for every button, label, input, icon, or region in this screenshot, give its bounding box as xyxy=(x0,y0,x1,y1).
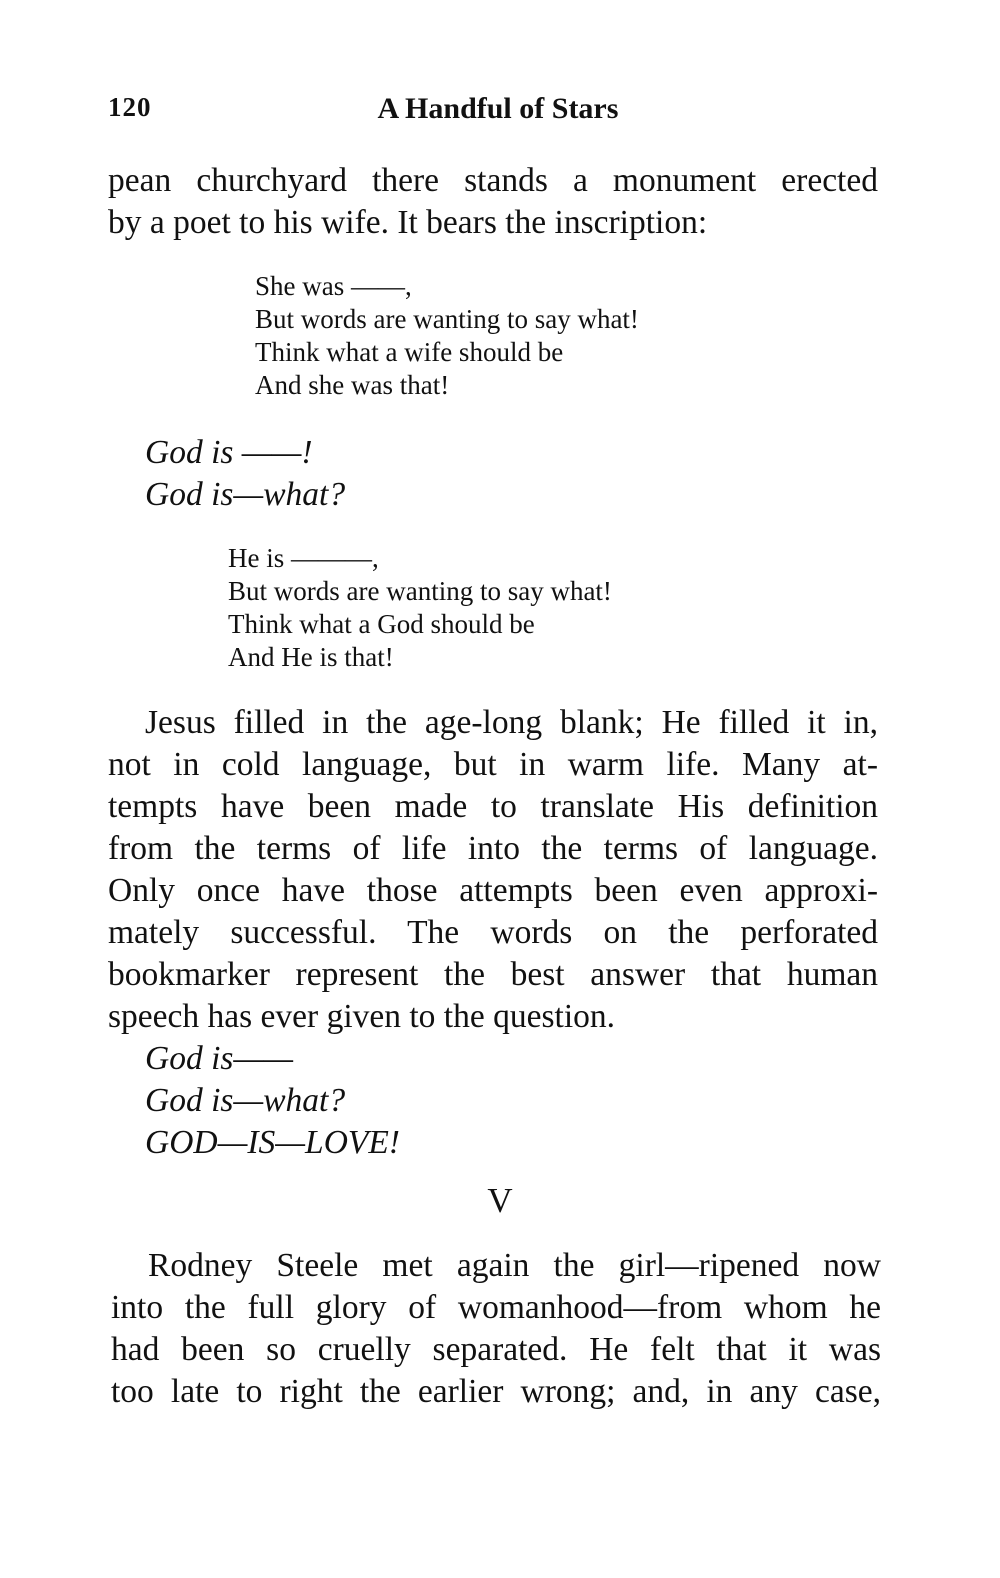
italic-line: God is—— xyxy=(145,1040,293,1077)
paragraph-line: Jesus filled in the age-long blank; He filled it in, xyxy=(145,704,878,741)
paragraph-line: mately successful. The words on the perforated xyxy=(108,914,878,951)
verse-line: And she was that! xyxy=(255,370,450,400)
italic-line: God is—what? xyxy=(145,476,346,513)
verse-line: But words are wanting to say what! xyxy=(255,304,639,334)
paragraph-line: Only once have those attempts been even approxi- xyxy=(108,872,878,909)
paragraph-line: by a poet to his wife. It bears the inscription: xyxy=(108,204,708,241)
paragraph-line: not in cold language, but in warm life. Many at- xyxy=(108,746,878,783)
italic-line: GOD—IS—LOVE! xyxy=(145,1124,400,1161)
paragraph-line: speech has ever given to the question. xyxy=(108,998,615,1035)
paragraph-line: tempts have been made to translate His definition xyxy=(108,788,878,825)
verse-line: And He is that! xyxy=(228,642,394,672)
italic-line: God is ——! xyxy=(145,434,313,471)
paragraph-line: into the full glory of womanhood—from whom he xyxy=(111,1289,881,1326)
running-title: A Handful of Stars xyxy=(377,92,619,125)
page-header xyxy=(108,92,888,136)
paragraph-line: from the terms of life into the terms of language. xyxy=(108,830,878,867)
verse-line: But words are wanting to say what! xyxy=(228,576,612,606)
paragraph-line: pean churchyard there stands a monument erected xyxy=(108,162,878,199)
paragraph-line: bookmarker represent the best answer that human xyxy=(108,956,878,993)
verse-line: He is ———, xyxy=(228,543,379,573)
paragraph-line: Rodney Steele met again the girl—ripened now xyxy=(148,1247,881,1284)
paragraph-line: too late to right the earlier wrong; and, in any case, xyxy=(111,1373,881,1410)
verse-line: She was ——, xyxy=(255,271,412,301)
italic-line: God is—what? xyxy=(145,1082,346,1119)
verse-line: Think what a wife should be xyxy=(255,337,564,367)
page-number: 120 xyxy=(108,92,152,122)
paragraph-line: had been so cruelly separated. He felt that it was xyxy=(111,1331,881,1368)
verse-line: Think what a God should be xyxy=(228,609,535,639)
section-heading: V xyxy=(487,1181,513,1220)
